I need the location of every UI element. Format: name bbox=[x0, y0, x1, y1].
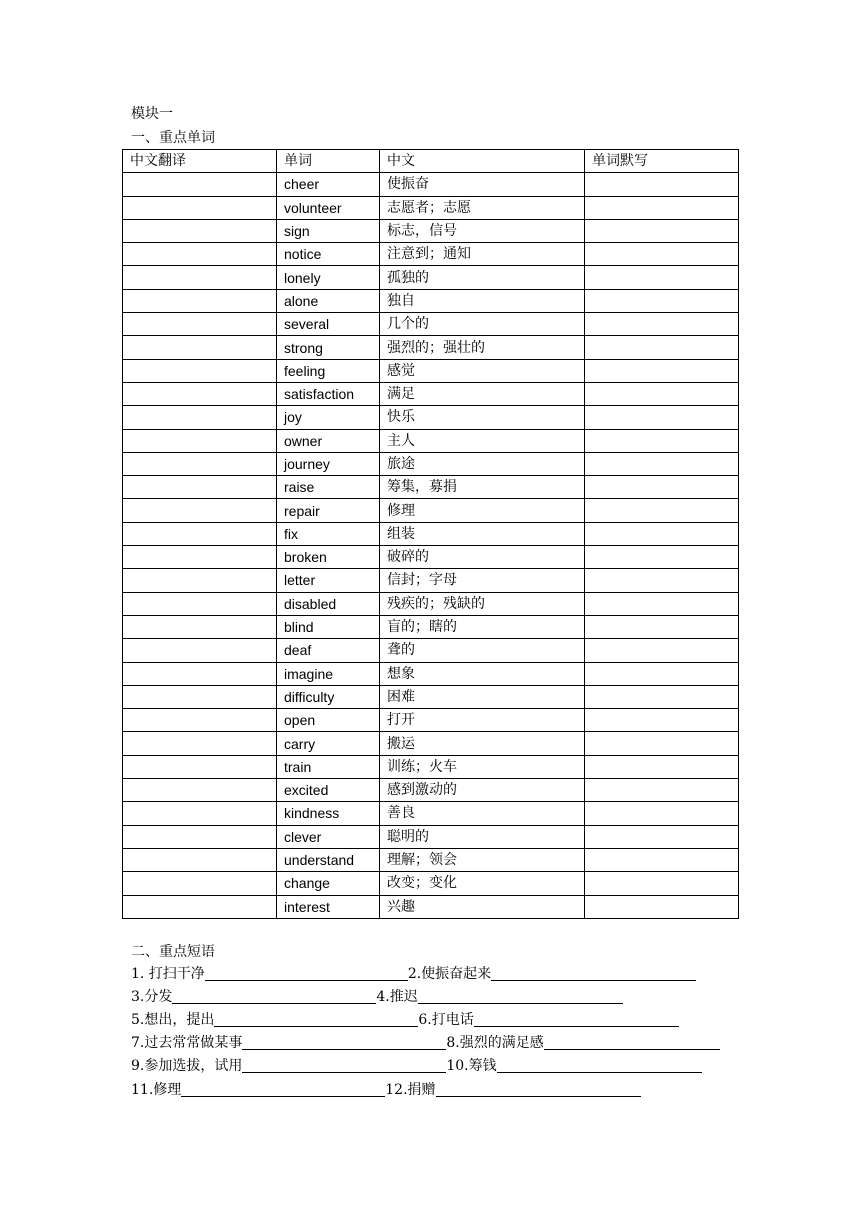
word-cell: feeling bbox=[277, 359, 380, 382]
translation-cell[interactable] bbox=[123, 569, 277, 592]
word-cell: letter bbox=[277, 569, 380, 592]
dictation-cell[interactable] bbox=[585, 476, 739, 499]
meaning-cell: 孤独的 bbox=[380, 266, 585, 289]
meaning-cell: 训练；火车 bbox=[380, 755, 585, 778]
answer-blank[interactable] bbox=[474, 1011, 679, 1027]
vocabulary-table bbox=[122, 149, 739, 919]
answer-blank[interactable] bbox=[181, 1081, 385, 1097]
dictation-cell[interactable] bbox=[585, 289, 739, 312]
dictation-cell[interactable] bbox=[585, 266, 739, 289]
table-row bbox=[123, 289, 739, 312]
translation-cell[interactable] bbox=[123, 779, 277, 802]
header-chinese-translation: 中文翻译 bbox=[123, 150, 277, 173]
dictation-cell[interactable] bbox=[585, 173, 739, 196]
word-cell: strong bbox=[277, 336, 380, 359]
phrase-label: 2.使振奋起来 bbox=[407, 966, 492, 982]
word-cell: deaf bbox=[277, 639, 380, 662]
table-row bbox=[123, 872, 739, 895]
translation-cell[interactable] bbox=[123, 615, 277, 638]
phrase-label: 6.打电话 bbox=[418, 1012, 474, 1028]
word-cell: owner bbox=[277, 429, 380, 452]
word-cell: understand bbox=[277, 848, 380, 871]
word-cell: repair bbox=[277, 499, 380, 522]
table-row bbox=[123, 592, 739, 615]
phrase-label: 12.捐赠 bbox=[385, 1082, 436, 1098]
translation-cell[interactable] bbox=[123, 289, 277, 312]
translation-cell[interactable] bbox=[123, 336, 277, 359]
meaning-cell: 独自 bbox=[380, 289, 585, 312]
section-title-phrases: 二、重点短语 bbox=[131, 944, 215, 960]
meaning-cell: 想象 bbox=[380, 662, 585, 685]
meaning-cell: 标志，信号 bbox=[380, 219, 585, 242]
translation-cell[interactable] bbox=[123, 732, 277, 755]
translation-cell[interactable] bbox=[123, 872, 277, 895]
phrase-line bbox=[131, 1033, 720, 1053]
meaning-cell: 搬运 bbox=[380, 732, 585, 755]
dictation-cell[interactable] bbox=[585, 732, 739, 755]
dictation-cell[interactable] bbox=[585, 452, 739, 475]
dictation-cell[interactable] bbox=[585, 592, 739, 615]
phrase-line bbox=[131, 1056, 702, 1076]
dictation-cell[interactable] bbox=[585, 779, 739, 802]
table-row bbox=[123, 476, 739, 499]
meaning-cell: 满足 bbox=[380, 382, 585, 405]
translation-cell[interactable] bbox=[123, 685, 277, 708]
dictation-cell[interactable] bbox=[585, 569, 739, 592]
table-row bbox=[123, 639, 739, 662]
word-cell: train bbox=[277, 755, 380, 778]
word-cell: open bbox=[277, 709, 380, 732]
dictation-cell[interactable] bbox=[585, 872, 739, 895]
word-cell: sign bbox=[277, 219, 380, 242]
translation-cell[interactable] bbox=[123, 639, 277, 662]
table-row bbox=[123, 243, 739, 266]
translation-cell[interactable] bbox=[123, 219, 277, 242]
dictation-cell[interactable] bbox=[585, 522, 739, 545]
dictation-cell[interactable] bbox=[585, 382, 739, 405]
word-cell: volunteer bbox=[277, 196, 380, 219]
translation-cell[interactable] bbox=[123, 266, 277, 289]
meaning-cell: 注意到；通知 bbox=[380, 243, 585, 266]
translation-cell[interactable] bbox=[123, 825, 277, 848]
phrase-label: 11.修理 bbox=[131, 1082, 182, 1098]
translation-cell[interactable] bbox=[123, 406, 277, 429]
word-cell: raise bbox=[277, 476, 380, 499]
table-row bbox=[123, 429, 739, 452]
table-row bbox=[123, 802, 739, 825]
word-cell: several bbox=[277, 313, 380, 336]
dictation-cell[interactable] bbox=[585, 615, 739, 638]
dictation-cell[interactable] bbox=[585, 895, 739, 918]
word-cell: change bbox=[277, 872, 380, 895]
table-row bbox=[123, 732, 739, 755]
translation-cell[interactable] bbox=[123, 196, 277, 219]
module-title: 模块一 bbox=[131, 106, 173, 122]
translation-cell[interactable] bbox=[123, 755, 277, 778]
phrase-line bbox=[131, 1010, 679, 1030]
table-row bbox=[123, 709, 739, 732]
dictation-cell[interactable] bbox=[585, 709, 739, 732]
table-row bbox=[123, 546, 739, 569]
meaning-cell: 兴趣 bbox=[380, 895, 585, 918]
phrase-label: 5.想出，提出 bbox=[131, 1012, 215, 1028]
word-cell: carry bbox=[277, 732, 380, 755]
meaning-cell: 感觉 bbox=[380, 359, 585, 382]
translation-cell[interactable] bbox=[123, 452, 277, 475]
translation-cell[interactable] bbox=[123, 662, 277, 685]
table-row bbox=[123, 662, 739, 685]
answer-blank[interactable] bbox=[544, 1034, 720, 1050]
phrase-line bbox=[131, 987, 623, 1007]
dictation-cell[interactable] bbox=[585, 755, 739, 778]
table-row bbox=[123, 755, 739, 778]
word-cell: broken bbox=[277, 546, 380, 569]
table-row bbox=[123, 359, 739, 382]
phrase-label: 4.推迟 bbox=[376, 989, 418, 1005]
table-row bbox=[123, 895, 739, 918]
meaning-cell: 善良 bbox=[380, 802, 585, 825]
translation-cell[interactable] bbox=[123, 243, 277, 266]
word-cell: imagine bbox=[277, 662, 380, 685]
phrase-label: 3.分发 bbox=[131, 989, 173, 1005]
phrase-label: 7.过去常常做某事 bbox=[131, 1035, 243, 1051]
dictation-cell[interactable] bbox=[585, 219, 739, 242]
table-row bbox=[123, 779, 739, 802]
meaning-cell: 几个的 bbox=[380, 313, 585, 336]
table-row bbox=[123, 336, 739, 359]
dictation-cell[interactable] bbox=[585, 802, 739, 825]
translation-cell[interactable] bbox=[123, 522, 277, 545]
answer-blank[interactable] bbox=[205, 965, 408, 981]
meaning-cell: 感到激动的 bbox=[380, 779, 585, 802]
table-row bbox=[123, 452, 739, 475]
phrase-label: 8.强烈的满足感 bbox=[446, 1035, 544, 1051]
translation-cell[interactable] bbox=[123, 546, 277, 569]
table-row bbox=[123, 522, 739, 545]
header-word: 单词 bbox=[277, 150, 380, 173]
table-row bbox=[123, 569, 739, 592]
word-cell: notice bbox=[277, 243, 380, 266]
dictation-cell[interactable] bbox=[585, 313, 739, 336]
table-row bbox=[123, 685, 739, 708]
word-cell: disabled bbox=[277, 592, 380, 615]
meaning-cell: 修理 bbox=[380, 499, 585, 522]
word-cell: lonely bbox=[277, 266, 380, 289]
meaning-cell: 理解；领会 bbox=[380, 848, 585, 871]
dictation-cell[interactable] bbox=[585, 243, 739, 266]
word-cell: excited bbox=[277, 779, 380, 802]
dictation-cell[interactable] bbox=[585, 336, 739, 359]
meaning-cell: 快乐 bbox=[380, 406, 585, 429]
table-row bbox=[123, 406, 739, 429]
dictation-cell[interactable] bbox=[585, 546, 739, 569]
table-header-row bbox=[123, 150, 739, 173]
translation-cell[interactable] bbox=[123, 499, 277, 522]
phrase-line bbox=[131, 1080, 641, 1100]
meaning-cell: 改变；变化 bbox=[380, 872, 585, 895]
header-word-dictation: 单词默写 bbox=[585, 150, 739, 173]
translation-cell[interactable] bbox=[123, 802, 277, 825]
table-row bbox=[123, 196, 739, 219]
translation-cell[interactable] bbox=[123, 313, 277, 336]
dictation-cell[interactable] bbox=[585, 196, 739, 219]
meaning-cell: 破碎的 bbox=[380, 546, 585, 569]
table-row bbox=[123, 313, 739, 336]
translation-cell[interactable] bbox=[123, 848, 277, 871]
dictation-cell[interactable] bbox=[585, 639, 739, 662]
dictation-cell[interactable] bbox=[585, 429, 739, 452]
answer-blank[interactable] bbox=[242, 1057, 446, 1073]
table-row bbox=[123, 615, 739, 638]
translation-cell[interactable] bbox=[123, 429, 277, 452]
dictation-cell[interactable] bbox=[585, 662, 739, 685]
table-row bbox=[123, 382, 739, 405]
translation-cell[interactable] bbox=[123, 895, 277, 918]
meaning-cell: 困难 bbox=[380, 685, 585, 708]
answer-blank[interactable] bbox=[172, 988, 376, 1004]
translation-cell[interactable] bbox=[123, 173, 277, 196]
dictation-cell[interactable] bbox=[585, 825, 739, 848]
meaning-cell: 信封；字母 bbox=[380, 569, 585, 592]
table-row bbox=[123, 848, 739, 871]
answer-blank[interactable] bbox=[436, 1081, 641, 1097]
word-cell: cheer bbox=[277, 173, 380, 196]
table-row bbox=[123, 499, 739, 522]
meaning-cell: 使振奋 bbox=[380, 173, 585, 196]
answer-blank[interactable] bbox=[497, 1057, 702, 1073]
table-row bbox=[123, 173, 739, 196]
header-chinese: 中文 bbox=[380, 150, 585, 173]
translation-cell[interactable] bbox=[123, 476, 277, 499]
dictation-cell[interactable] bbox=[585, 685, 739, 708]
dictation-cell[interactable] bbox=[585, 359, 739, 382]
meaning-cell: 强烈的；强壮的 bbox=[380, 336, 585, 359]
meaning-cell: 盲的；瞎的 bbox=[380, 615, 585, 638]
phrase-line bbox=[131, 964, 696, 984]
translation-cell[interactable] bbox=[123, 359, 277, 382]
phrase-label: 9.参加选拔，试用 bbox=[131, 1058, 243, 1074]
meaning-cell: 组装 bbox=[380, 522, 585, 545]
word-cell: blind bbox=[277, 615, 380, 638]
phrase-label: 1. 打扫干净 bbox=[131, 966, 205, 982]
answer-blank[interactable] bbox=[242, 1034, 446, 1050]
section-title-words: 一、重点单词 bbox=[131, 130, 215, 146]
table-row bbox=[123, 825, 739, 848]
translation-cell[interactable] bbox=[123, 592, 277, 615]
meaning-cell: 聪明的 bbox=[380, 825, 585, 848]
word-cell: kindness bbox=[277, 802, 380, 825]
translation-cell[interactable] bbox=[123, 709, 277, 732]
word-cell: journey bbox=[277, 452, 380, 475]
meaning-cell: 残疾的；残缺的 bbox=[380, 592, 585, 615]
dictation-cell[interactable] bbox=[585, 406, 739, 429]
translation-cell[interactable] bbox=[123, 382, 277, 405]
meaning-cell: 筹集，募捐 bbox=[380, 476, 585, 499]
table-row bbox=[123, 219, 739, 242]
word-cell: difficulty bbox=[277, 685, 380, 708]
meaning-cell: 志愿者；志愿 bbox=[380, 196, 585, 219]
table-row bbox=[123, 266, 739, 289]
word-cell: satisfaction bbox=[277, 382, 380, 405]
dictation-cell[interactable] bbox=[585, 848, 739, 871]
word-cell: alone bbox=[277, 289, 380, 312]
meaning-cell: 打开 bbox=[380, 709, 585, 732]
answer-blank[interactable] bbox=[418, 988, 623, 1004]
word-cell: fix bbox=[277, 522, 380, 545]
phrase-label: 10.筹钱 bbox=[446, 1058, 497, 1074]
meaning-cell: 聋的 bbox=[380, 639, 585, 662]
meaning-cell: 旅途 bbox=[380, 452, 585, 475]
word-cell: joy bbox=[277, 406, 380, 429]
word-cell: interest bbox=[277, 895, 380, 918]
word-cell: clever bbox=[277, 825, 380, 848]
answer-blank[interactable] bbox=[214, 1011, 418, 1027]
dictation-cell[interactable] bbox=[585, 499, 739, 522]
meaning-cell: 主人 bbox=[380, 429, 585, 452]
answer-blank[interactable] bbox=[491, 965, 696, 981]
